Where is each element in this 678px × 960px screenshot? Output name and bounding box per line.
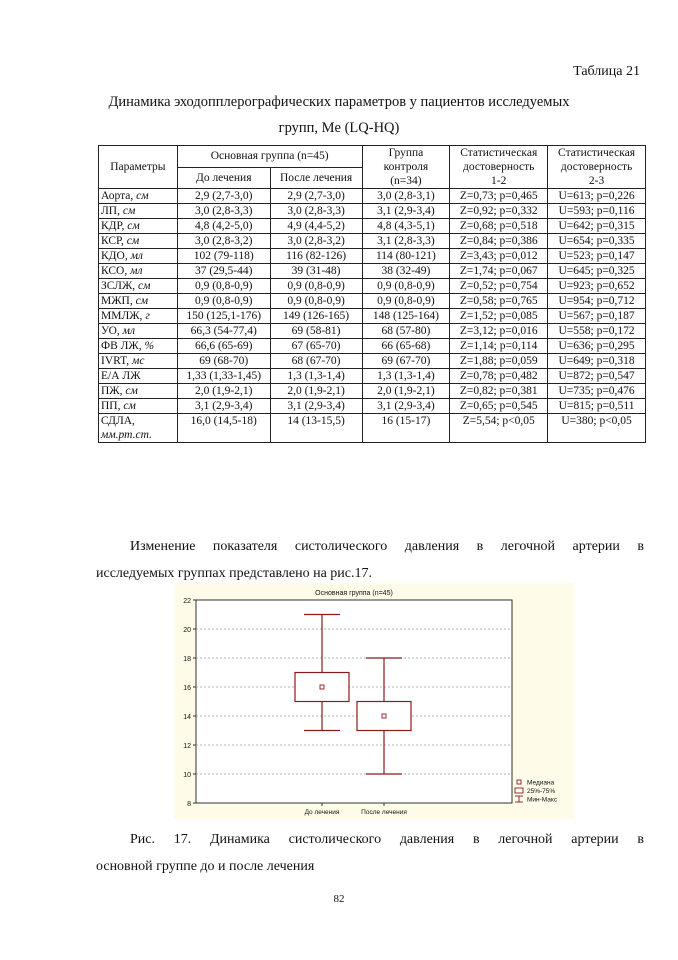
param-name-cell bbox=[99, 189, 178, 204]
cell-p23: U=567; p=0,187 bbox=[548, 309, 646, 324]
cell-before: 69 (68-70) bbox=[177, 354, 270, 369]
param-name-cell bbox=[99, 219, 178, 234]
cell-p23: U=815; p=0,511 bbox=[548, 399, 646, 414]
cell-before: 1,33 (1,33-1,45) bbox=[177, 369, 270, 384]
median-marker bbox=[320, 685, 324, 689]
param-unit: см bbox=[125, 385, 138, 397]
cell-before: 4,8 (4,2-5,0) bbox=[177, 219, 270, 234]
param-name-cell bbox=[99, 384, 178, 399]
cell-p23: U=654; p=0,335 bbox=[548, 234, 646, 249]
table-title-line-1: Динамика эходопплерографических параметров у пациентов исследуемых bbox=[108, 94, 570, 110]
cell-control: 69 (67-70) bbox=[362, 354, 450, 369]
param-name-cell bbox=[99, 369, 178, 384]
header-control-line-2: контроля bbox=[383, 161, 429, 173]
y-tick-label: 16 bbox=[183, 685, 191, 692]
cell-control: 0,9 (0,8-0,9) bbox=[362, 294, 450, 309]
param-unit: мл bbox=[130, 250, 143, 262]
cell-control: 68 (57-80) bbox=[362, 324, 450, 339]
cell-control: 3,1 (2,9-3,4) bbox=[362, 399, 450, 414]
cell-p23: U=954; p=0,712 bbox=[548, 294, 646, 309]
legend-minmax-label: Мин-Макс bbox=[527, 796, 558, 804]
y-tick-label: 22 bbox=[183, 598, 191, 605]
cell-p23: U=613; p=0,226 bbox=[548, 189, 646, 204]
cell-p23: U=735; p=0,476 bbox=[548, 384, 646, 399]
cell-before: 2,0 (1,9-2,1) bbox=[177, 384, 270, 399]
param-name: ЗСЛЖ, bbox=[101, 280, 138, 292]
cell-p12: Z=1,74; p=0,067 bbox=[450, 264, 548, 279]
param-name-cell bbox=[99, 354, 178, 369]
param-name: IVRT, bbox=[101, 355, 133, 367]
cell-control: 3,1 (2,9-3,4) bbox=[362, 204, 450, 219]
table-row bbox=[99, 264, 646, 279]
header-before-treatment: До лечения bbox=[177, 167, 270, 189]
y-tick-label: 12 bbox=[183, 743, 191, 750]
param-unit: см bbox=[138, 280, 151, 292]
legend-box-label: 25%-75% bbox=[527, 788, 556, 795]
param-unit: см bbox=[136, 190, 149, 202]
table-body bbox=[99, 189, 646, 443]
param-name-cell bbox=[99, 324, 178, 339]
figure-caption bbox=[96, 826, 644, 880]
cell-p23: U=636; p=0,295 bbox=[548, 339, 646, 354]
y-tick-label: 18 bbox=[183, 656, 191, 663]
cell-after: 68 (67-70) bbox=[270, 354, 362, 369]
cell-before: 3,0 (2,8-3,2) bbox=[177, 234, 270, 249]
table-row bbox=[99, 249, 646, 264]
header-significance-1-2 bbox=[450, 146, 548, 189]
cell-p23: U=558; p=0,172 bbox=[548, 324, 646, 339]
param-name: СДЛА, bbox=[101, 415, 135, 427]
table-row bbox=[99, 324, 646, 339]
table-row bbox=[99, 294, 646, 309]
cell-control: 3,1 (2,8-3,3) bbox=[362, 234, 450, 249]
param-name-cell bbox=[99, 309, 178, 324]
table-row bbox=[99, 399, 646, 414]
cell-before: 102 (79-118) bbox=[177, 249, 270, 264]
cell-control: 16 (15-17) bbox=[362, 414, 450, 443]
cell-control: 3,0 (2,8-3,1) bbox=[362, 189, 450, 204]
paragraph-line-2: исследуемых группах представлено на рис.17. bbox=[96, 566, 373, 581]
cell-p23: U=872; p=0,547 bbox=[548, 369, 646, 384]
param-unit: см bbox=[126, 235, 140, 247]
caption-line-1: Рис. 17. Динамика систолического давления в легочной артерии в bbox=[130, 832, 644, 847]
cell-p12: Z=0,84; p=0,386 bbox=[450, 234, 548, 249]
cell-p12: Z=1,88; p=0,059 bbox=[450, 354, 548, 369]
cell-control: 38 (32-49) bbox=[362, 264, 450, 279]
plot-area bbox=[196, 600, 512, 803]
table-row bbox=[99, 234, 646, 249]
param-name: ММЛЖ, bbox=[101, 310, 146, 322]
param-name-cell bbox=[99, 264, 178, 279]
param-name-cell bbox=[99, 204, 178, 219]
echo-parameters-table bbox=[98, 145, 646, 443]
cell-after: 2,9 (2,7-3,0) bbox=[270, 189, 362, 204]
cell-after: 3,0 (2,8-3,2) bbox=[270, 234, 362, 249]
cell-after: 149 (126-165) bbox=[270, 309, 362, 324]
cell-p23: U=649; p=0,318 bbox=[548, 354, 646, 369]
header-significance-2-3 bbox=[548, 146, 646, 189]
y-tick-label: 8 bbox=[187, 801, 191, 808]
header-sig23-line-1: Статистическая bbox=[558, 147, 636, 159]
param-unit: мл bbox=[130, 265, 143, 277]
table-header-row-1 bbox=[99, 146, 646, 168]
cell-before: 37 (29,5-44) bbox=[177, 264, 270, 279]
param-name: КСР, bbox=[101, 235, 127, 247]
param-name: УО, bbox=[101, 325, 123, 337]
cell-after: 0,9 (0,8-0,9) bbox=[270, 294, 362, 309]
x-tick-label: После лечения bbox=[361, 809, 407, 816]
cell-before: 2,9 (2,7-3,0) bbox=[177, 189, 270, 204]
cell-control: 4,8 (4,3-5,1) bbox=[362, 219, 450, 234]
boxplot-figure bbox=[174, 583, 574, 819]
cell-p23: U=923; p=0,652 bbox=[548, 279, 646, 294]
cell-p23: U=642; p=0,315 bbox=[548, 219, 646, 234]
cell-p12: Z=0,73; p=0,465 bbox=[450, 189, 548, 204]
cell-p12: Z=3,43; p=0,012 bbox=[450, 249, 548, 264]
param-name: ФВ ЛЖ, bbox=[101, 340, 145, 352]
header-sig12-line-1: Статистическая bbox=[460, 147, 538, 159]
header-main-group: Основная группа (n=45) bbox=[177, 146, 362, 168]
cell-p23: U=523; p=0,147 bbox=[548, 249, 646, 264]
body-paragraph bbox=[96, 533, 644, 587]
param-name-cell bbox=[99, 249, 178, 264]
param-unit: мм.рт.ст. bbox=[101, 429, 152, 441]
param-unit: см bbox=[123, 400, 136, 412]
param-name-cell bbox=[99, 279, 178, 294]
table-row bbox=[99, 414, 646, 443]
cell-p12: Z=0,78; p=0,482 bbox=[450, 369, 548, 384]
header-sig23-line-3: 2-3 bbox=[588, 175, 605, 187]
param-unit: мс bbox=[132, 355, 145, 367]
paragraph-line-1: Изменение показателя систолического давления в легочной артерии в bbox=[130, 539, 644, 554]
cell-p12: Z=0,58; p=0,765 bbox=[450, 294, 548, 309]
legend-median-label: Медиана bbox=[527, 779, 555, 787]
cell-control: 1,3 (1,3-1,4) bbox=[362, 369, 450, 384]
header-params: Параметры bbox=[99, 146, 178, 189]
param-unit: % bbox=[144, 340, 155, 352]
y-tick-label: 14 bbox=[183, 714, 191, 721]
header-control-group bbox=[362, 146, 450, 189]
cell-after: 67 (65-70) bbox=[270, 339, 362, 354]
table-row bbox=[99, 354, 646, 369]
param-name: МЖП, bbox=[101, 295, 136, 307]
cell-p12: Z=5,54; p<0,05 bbox=[450, 414, 548, 443]
caption-line-2: основной группе до и после лечения bbox=[96, 859, 315, 874]
param-name: КДР, bbox=[101, 220, 128, 232]
cell-after: 3,1 (2,9-3,4) bbox=[270, 399, 362, 414]
param-unit: см bbox=[122, 205, 136, 217]
cell-after: 39 (31-48) bbox=[270, 264, 362, 279]
table-title-line-2: групп, Me (LQ-HQ) bbox=[278, 120, 400, 136]
cell-control: 0,9 (0,8-0,9) bbox=[362, 279, 450, 294]
cell-before: 3,1 (2,9-3,4) bbox=[177, 399, 270, 414]
cell-after: 116 (82-126) bbox=[270, 249, 362, 264]
cell-p12: Z=3,12; p=0,016 bbox=[450, 324, 548, 339]
cell-control: 66 (65-68) bbox=[362, 339, 450, 354]
param-unit: см bbox=[127, 220, 140, 232]
header-sig23-line-2: достоверность bbox=[560, 161, 633, 173]
cell-p23: U=645; p=0,325 bbox=[548, 264, 646, 279]
legend-median-icon bbox=[517, 780, 521, 784]
cell-after: 69 (58-81) bbox=[270, 324, 362, 339]
page-number: 82 bbox=[333, 893, 345, 905]
cell-p23: U=593; p=0,116 bbox=[548, 204, 646, 219]
param-name-cell bbox=[99, 399, 178, 414]
y-tick-label: 10 bbox=[183, 772, 191, 779]
legend-box-icon bbox=[515, 788, 523, 793]
param-name: ПП, bbox=[101, 400, 124, 412]
header-sig12-line-2: достоверность bbox=[463, 161, 535, 173]
cell-before: 0,9 (0,8-0,9) bbox=[177, 279, 270, 294]
cell-after: 3,0 (2,8-3,3) bbox=[270, 204, 362, 219]
param-name: КДО, bbox=[101, 250, 131, 262]
y-tick-label: 20 bbox=[183, 627, 191, 634]
cell-p23: U=380; p<0,05 bbox=[548, 414, 646, 443]
table-row bbox=[99, 204, 646, 219]
cell-before: 66,6 (65-69) bbox=[177, 339, 270, 354]
param-unit: мл bbox=[122, 325, 135, 337]
param-name: Е/А ЛЖ bbox=[101, 370, 141, 382]
cell-before: 16,0 (14,5-18) bbox=[177, 414, 270, 443]
cell-before: 3,0 (2,8-3,3) bbox=[177, 204, 270, 219]
cell-p12: Z=0,92; p=0,332 bbox=[450, 204, 548, 219]
cell-p12: Z=0,68; p=0,518 bbox=[450, 219, 548, 234]
param-name-cell bbox=[99, 414, 178, 443]
cell-control: 2,0 (1,9-2,1) bbox=[362, 384, 450, 399]
cell-after: 14 (13-15,5) bbox=[270, 414, 362, 443]
header-control-line-3: (n=34) bbox=[390, 175, 422, 187]
cell-after: 0,9 (0,8-0,9) bbox=[270, 279, 362, 294]
table-row bbox=[99, 309, 646, 324]
cell-p12: Z=0,52; p=0,754 bbox=[450, 279, 548, 294]
header-control-line-1: Группа bbox=[388, 147, 424, 159]
cell-p12: Z=0,82; p=0,381 bbox=[450, 384, 548, 399]
cell-before: 66,3 (54-77,4) bbox=[177, 324, 270, 339]
cell-control: 148 (125-164) bbox=[362, 309, 450, 324]
median-marker bbox=[382, 714, 386, 718]
cell-before: 150 (125,1-176) bbox=[177, 309, 270, 324]
boxplot-chart bbox=[174, 583, 574, 819]
chart-title: Основная группа (n=45) bbox=[315, 590, 393, 597]
table-row bbox=[99, 279, 646, 294]
cell-after: 4,9 (4,4-5,2) bbox=[270, 219, 362, 234]
table-label: Таблица 21 bbox=[573, 64, 640, 79]
param-unit: г bbox=[145, 310, 150, 322]
cell-p12: Z=0,65; p=0,545 bbox=[450, 399, 548, 414]
table-row bbox=[99, 384, 646, 399]
param-name: КСО, bbox=[101, 265, 131, 277]
param-name: ЛП, bbox=[101, 205, 123, 217]
cell-after: 2,0 (1,9-2,1) bbox=[270, 384, 362, 399]
param-name-cell bbox=[99, 234, 178, 249]
header-sig12-line-3: 1-2 bbox=[491, 175, 507, 187]
cell-after: 1,3 (1,3-1,4) bbox=[270, 369, 362, 384]
cell-control: 114 (80-121) bbox=[362, 249, 450, 264]
param-name: Аорта, bbox=[101, 190, 137, 202]
cell-p12: Z=1,14; p=0,114 bbox=[450, 339, 548, 354]
table-row bbox=[99, 189, 646, 204]
param-name-cell bbox=[99, 339, 178, 354]
param-name: ПЖ, bbox=[101, 385, 126, 397]
table-row bbox=[99, 369, 646, 384]
x-tick-label: До лечения bbox=[304, 809, 340, 816]
header-after-treatment: После лечения bbox=[270, 167, 362, 189]
param-name-cell bbox=[99, 294, 178, 309]
param-unit: см bbox=[135, 295, 149, 307]
table-row bbox=[99, 339, 646, 354]
cell-p12: Z=1,52; p=0,085 bbox=[450, 309, 548, 324]
cell-before: 0,9 (0,8-0,9) bbox=[177, 294, 270, 309]
table-row bbox=[99, 219, 646, 234]
